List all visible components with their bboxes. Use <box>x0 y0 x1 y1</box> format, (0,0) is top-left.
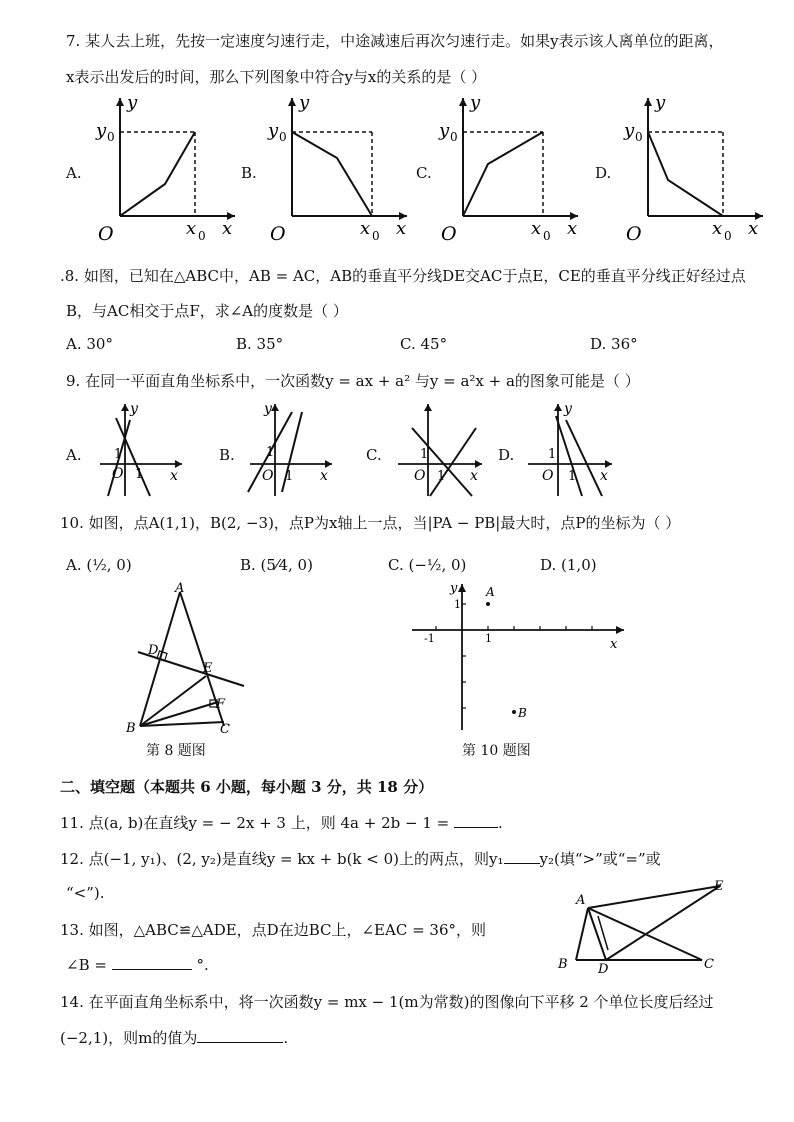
q7-graph-c <box>433 92 583 244</box>
q9-graph-a <box>90 398 190 498</box>
svg-text:x: x <box>470 468 478 484</box>
svg-text:A: A <box>576 893 586 908</box>
q8-line1: .8. 如图，已知在△ABC中，AB = AC，AB的垂直平分线DE交AC于点E，CE的垂直平分线正好经过点 <box>60 267 746 285</box>
y0-label: y <box>268 120 279 141</box>
origin-label: O <box>626 223 642 244</box>
q12-line2: “<”). <box>66 884 105 902</box>
figure-q13 <box>552 876 732 976</box>
q8-option-c: C. 45° <box>400 335 448 353</box>
y0-sub: 0 <box>450 130 458 144</box>
svg-text:O: O <box>542 468 554 484</box>
q13-line2 <box>66 955 209 974</box>
q13-answer-blank[interactable] <box>112 955 192 970</box>
q9-option-c-label: C. <box>366 446 382 464</box>
y0-sub: 0 <box>107 130 115 144</box>
svg-text:1: 1 <box>285 469 294 484</box>
svg-text:x: x <box>170 468 178 484</box>
figure-q10 <box>410 580 630 740</box>
svg-text:x: x <box>610 637 618 652</box>
svg-text:D: D <box>598 962 609 976</box>
y-axis-label: y <box>299 92 310 113</box>
q10-option-c: C. (−½, 0) <box>388 556 467 574</box>
q14-line1: 14. 在平面直角坐标系中，将一次函数y = mx − 1(m为常数)的图像向下平移 2 个单位长度后经过 <box>60 993 714 1011</box>
q9-line1: 9. 在同一平面直角坐标系中，一次函数y = ax + a² 与y = a²x + a的图象可能是（ ） <box>66 372 640 390</box>
svg-text:C: C <box>704 957 714 972</box>
svg-text:O: O <box>112 466 124 482</box>
x0-sub: 0 <box>724 229 732 243</box>
svg-text:1: 1 <box>568 469 577 484</box>
svg-text:1: 1 <box>135 467 144 482</box>
q7-graph-a <box>90 92 240 244</box>
x0-label: x <box>186 218 197 239</box>
q12-answer-blank[interactable] <box>504 849 540 864</box>
svg-text:1: 1 <box>548 447 557 462</box>
x0-sub: 0 <box>372 229 380 243</box>
q8-option-a: A. 30° <box>66 335 113 353</box>
q10-line1: 10. 如图，点A(1,1)，B(2, −3)，点P为x轴上一点，当|PA − PB|最大时，点P的坐标为（ ） <box>60 514 681 532</box>
q9-option-a-label: A. <box>66 446 82 464</box>
q9-option-b-label: B. <box>219 446 235 464</box>
svg-text:1: 1 <box>485 632 492 645</box>
q13-text-b: °. <box>196 956 209 974</box>
svg-text:E: E <box>203 661 213 676</box>
q11-tail: . <box>498 814 503 832</box>
q7-option-a-label: A. <box>66 164 82 182</box>
x-axis-label: x <box>748 218 759 239</box>
q9-graph-b <box>240 398 340 498</box>
q12-text-a: 12. 点(−1, y₁)、(2, y₂)是直线y = kx + b(k < 0)上的两点，则y₁ <box>60 850 504 868</box>
svg-text:1: 1 <box>437 469 446 484</box>
q9-graph-c <box>390 398 490 498</box>
x0-sub: 0 <box>543 229 551 243</box>
q14-answer-blank[interactable] <box>197 1028 283 1043</box>
svg-text:A: A <box>486 585 495 599</box>
svg-text:x: x <box>600 468 608 484</box>
svg-text:A: A <box>175 581 185 596</box>
origin-label: O <box>441 223 457 244</box>
q7-graph-d <box>618 92 768 244</box>
svg-text:y: y <box>450 581 458 596</box>
svg-text:y: y <box>564 401 572 417</box>
svg-text:D: D <box>148 643 159 658</box>
y0-sub: 0 <box>279 130 287 144</box>
svg-text:O: O <box>262 468 274 484</box>
origin-label: O <box>270 223 286 244</box>
y0-label: y <box>624 120 635 141</box>
svg-text:B: B <box>558 957 568 972</box>
y0-sub: 0 <box>635 130 643 144</box>
q8-option-b: B. 35° <box>236 335 284 353</box>
svg-text:-1: -1 <box>424 632 435 645</box>
x0-sub: 0 <box>198 229 206 243</box>
q11-text: 11. 点(a, b)在直线y = − 2x + 3 上，则 4a + 2b − 1 = <box>60 814 450 832</box>
q8-option-d: D. 36° <box>590 335 638 353</box>
svg-text:E: E <box>714 879 724 894</box>
q7-graph-b <box>262 92 412 244</box>
svg-text:x: x <box>320 468 328 484</box>
svg-text:1: 1 <box>454 598 461 611</box>
q9-option-d-label: D. <box>498 446 515 464</box>
x0-label: x <box>712 218 723 239</box>
svg-text:B: B <box>518 706 527 720</box>
y0-label: y <box>439 120 450 141</box>
x-axis-label: x <box>396 218 407 239</box>
q12-text-b: y₂(填“>”或“=”或 <box>539 850 661 868</box>
section-2-heading: 二、填空题（本题共 6 小题，每小题 3 分，共 18 分） <box>60 778 434 796</box>
svg-text:1: 1 <box>420 447 429 462</box>
q7-option-c-label: C. <box>416 164 432 182</box>
q7-line1: 7. 某人去上班，先按一定速度匀速行走，中途减速后再次匀速行走。如果y表示该人离单位的距离， <box>66 32 724 50</box>
y-axis-label: y <box>470 92 481 113</box>
q14-text-a: (−2,1)，则m的值为 <box>60 1029 198 1047</box>
y0-label: y <box>96 120 107 141</box>
svg-text:F: F <box>216 697 226 712</box>
q14-line2 <box>60 1027 288 1048</box>
svg-text:y: y <box>264 401 272 417</box>
q9-graph-d <box>520 398 620 498</box>
q8-line2: B，与AC相交于点F，求∠A的度数是（ ） <box>66 302 348 320</box>
x0-label: x <box>360 218 371 239</box>
figure-q10-caption: 第 10 题图 <box>462 743 531 759</box>
q10-option-b: B. (5⁄4, 0) <box>240 556 313 574</box>
q7-line2: x表示出发后的时间，那么下列图象中符合y与x的关系的是（ ） <box>66 68 487 86</box>
q13-line1: 13. 如图，△ABC≌△ADE，点D在边BC上，∠EAC = 36°，则 <box>60 921 487 939</box>
figure-q8 <box>120 580 250 740</box>
q10-option-a: A. (½, 0) <box>66 556 132 574</box>
q7-option-b-label: B. <box>241 164 257 182</box>
svg-text:y: y <box>130 401 138 417</box>
q13-text-a: ∠B = <box>66 956 107 974</box>
x-axis-label: x <box>567 218 578 239</box>
x0-label: x <box>531 218 542 239</box>
svg-text:1: 1 <box>114 447 123 462</box>
figure-q8-caption: 第 8 题图 <box>146 743 206 759</box>
x-axis-label: x <box>222 218 233 239</box>
origin-label: O <box>98 223 114 244</box>
svg-text:O: O <box>414 468 426 484</box>
y-axis-label: y <box>127 92 138 113</box>
q7-option-d-label: D. <box>595 164 612 182</box>
y-axis-label: y <box>655 92 666 113</box>
svg-text:B: B <box>126 721 136 736</box>
q11-answer-blank[interactable] <box>454 813 498 828</box>
q14-text-b: . <box>283 1029 289 1047</box>
svg-text:1: 1 <box>266 445 275 460</box>
q12-line1 <box>60 848 661 869</box>
q10-option-d: D. (1,0) <box>540 556 597 574</box>
q11-line <box>60 812 503 833</box>
svg-text:C: C <box>220 722 230 737</box>
